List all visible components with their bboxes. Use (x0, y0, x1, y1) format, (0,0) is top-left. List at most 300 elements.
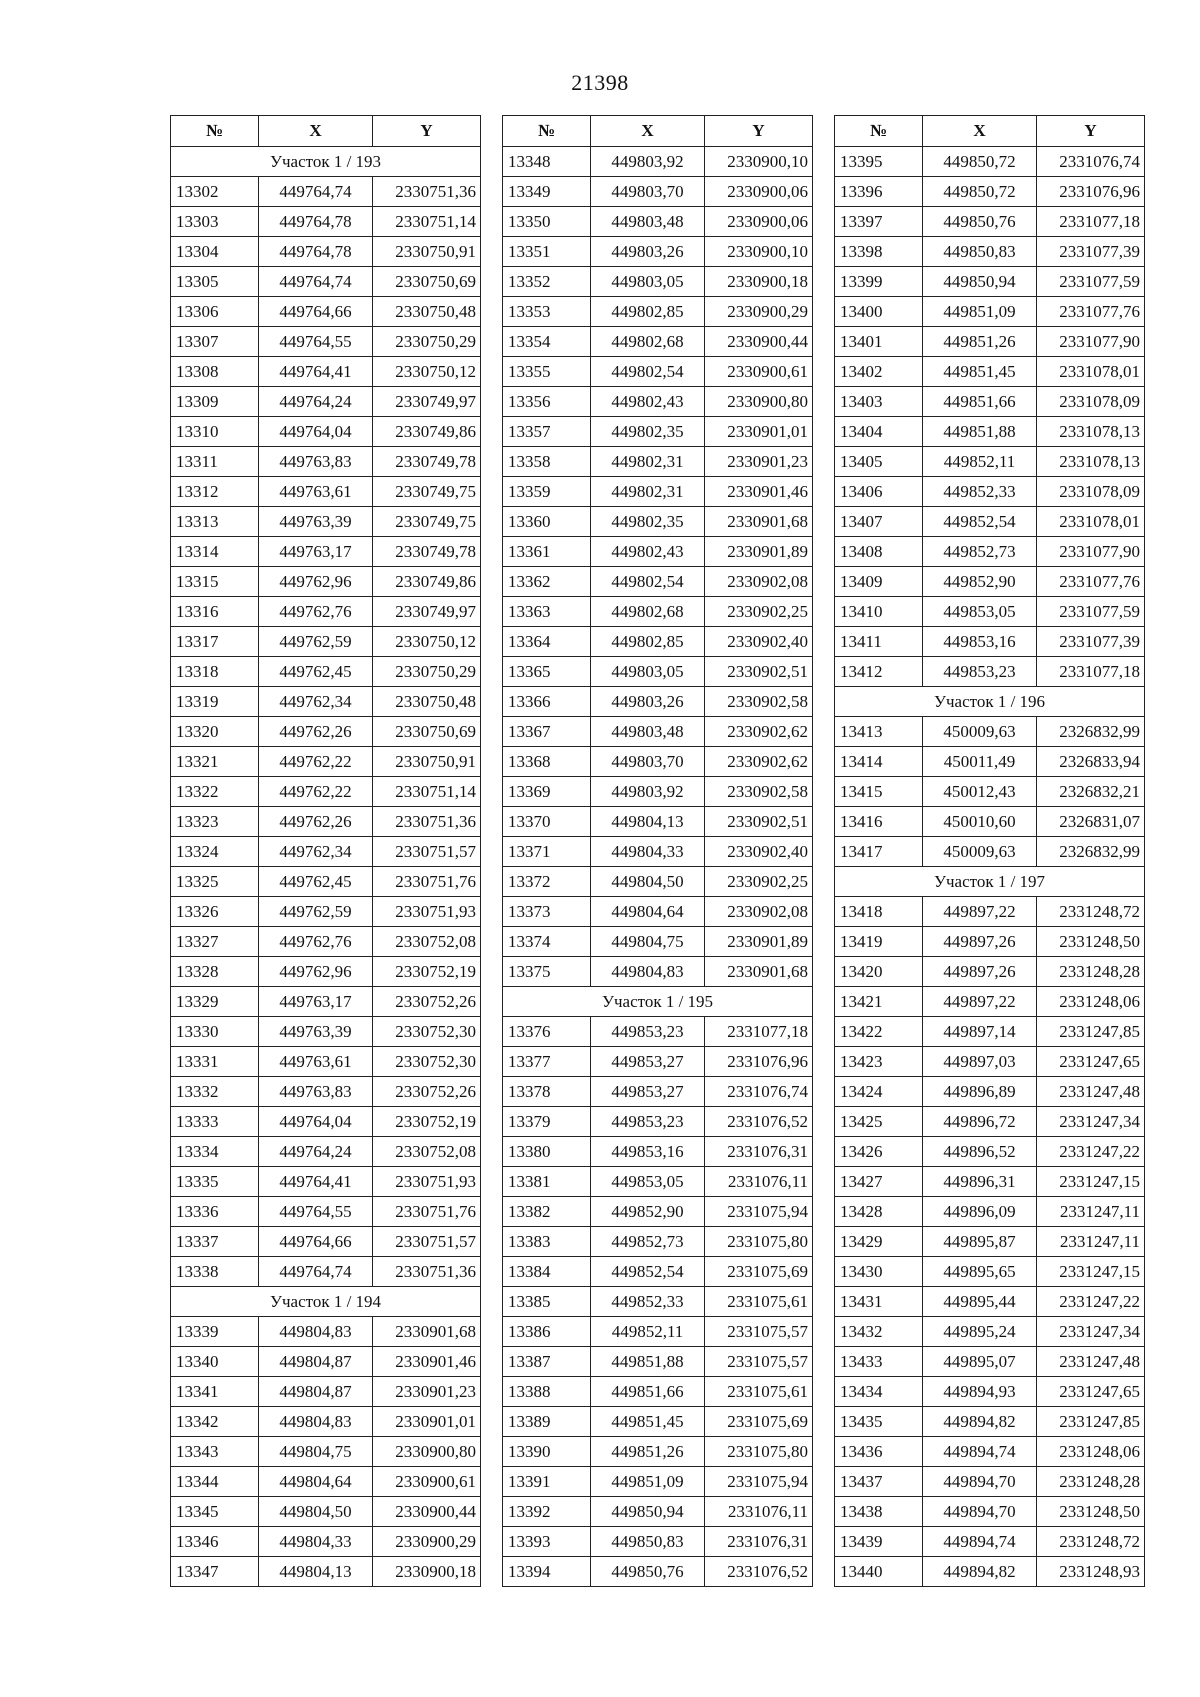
header-number: № (835, 116, 923, 147)
point-number: 13429 (835, 1227, 923, 1257)
header-x: X (923, 116, 1037, 147)
x-coordinate: 449804,33 (259, 1527, 373, 1557)
section-title: Участок 1 / 196 (835, 687, 1145, 717)
table-row (503, 1167, 813, 1197)
y-coordinate: 2331075,57 (705, 1347, 813, 1377)
y-coordinate: 2331077,18 (1037, 657, 1145, 687)
point-number: 13420 (835, 957, 923, 987)
y-coordinate: 2331077,90 (1037, 327, 1145, 357)
table-row (503, 957, 813, 987)
x-coordinate: 449803,05 (591, 657, 705, 687)
table-row (171, 357, 481, 387)
table-row (835, 1167, 1145, 1197)
point-number: 13425 (835, 1107, 923, 1137)
y-coordinate: 2330900,06 (705, 207, 813, 237)
table-row (171, 1107, 481, 1137)
point-number: 13356 (503, 387, 591, 417)
y-coordinate: 2330751,57 (373, 1227, 481, 1257)
table-row (503, 717, 813, 747)
x-coordinate: 450009,63 (923, 717, 1037, 747)
y-coordinate: 2326832,21 (1037, 777, 1145, 807)
point-number: 13434 (835, 1377, 923, 1407)
table-row (503, 657, 813, 687)
y-coordinate: 2331075,61 (705, 1377, 813, 1407)
x-coordinate: 449851,88 (923, 417, 1037, 447)
y-coordinate: 2331075,69 (705, 1257, 813, 1287)
x-coordinate: 449852,11 (591, 1317, 705, 1347)
table-row (171, 1437, 481, 1467)
point-number: 13305 (171, 267, 259, 297)
point-number: 13354 (503, 327, 591, 357)
point-number: 13391 (503, 1467, 591, 1497)
point-number: 13412 (835, 657, 923, 687)
y-coordinate: 2330902,62 (705, 747, 813, 777)
y-coordinate: 2331248,72 (1037, 897, 1145, 927)
x-coordinate: 449852,54 (923, 507, 1037, 537)
y-coordinate: 2331077,59 (1037, 597, 1145, 627)
point-number: 13427 (835, 1167, 923, 1197)
x-coordinate: 449853,05 (591, 1167, 705, 1197)
table-row (835, 177, 1145, 207)
table-row (503, 1197, 813, 1227)
y-coordinate: 2330902,51 (705, 807, 813, 837)
x-coordinate: 449762,34 (259, 837, 373, 867)
x-coordinate: 449764,74 (259, 1257, 373, 1287)
table-row (171, 1137, 481, 1167)
y-coordinate: 2331247,15 (1037, 1257, 1145, 1287)
y-coordinate: 2331248,06 (1037, 987, 1145, 1017)
y-coordinate: 2330749,78 (373, 537, 481, 567)
table-row (835, 1287, 1145, 1317)
y-coordinate: 2330900,18 (373, 1557, 481, 1587)
table-row (503, 627, 813, 657)
table-row (171, 867, 481, 897)
x-coordinate: 449894,74 (923, 1437, 1037, 1467)
y-coordinate: 2331247,11 (1037, 1227, 1145, 1257)
point-number: 13350 (503, 207, 591, 237)
table-row (835, 387, 1145, 417)
y-coordinate: 2330752,08 (373, 1137, 481, 1167)
point-number: 13370 (503, 807, 591, 837)
table-row (503, 387, 813, 417)
table-row (835, 1137, 1145, 1167)
y-coordinate: 2330751,14 (373, 207, 481, 237)
table-row (503, 1317, 813, 1347)
y-coordinate: 2330900,10 (705, 237, 813, 267)
x-coordinate: 449897,03 (923, 1047, 1037, 1077)
x-coordinate: 449764,74 (259, 177, 373, 207)
point-number: 13306 (171, 297, 259, 327)
y-coordinate: 2330751,57 (373, 837, 481, 867)
table-row (835, 957, 1145, 987)
y-coordinate: 2330752,30 (373, 1017, 481, 1047)
table-row (171, 1347, 481, 1377)
y-coordinate: 2330902,58 (705, 687, 813, 717)
point-number: 13331 (171, 1047, 259, 1077)
point-number: 13361 (503, 537, 591, 567)
point-number: 13437 (835, 1467, 923, 1497)
x-coordinate: 449852,11 (923, 447, 1037, 477)
y-coordinate: 2330900,80 (705, 387, 813, 417)
point-number: 13378 (503, 1077, 591, 1107)
point-number: 13342 (171, 1407, 259, 1437)
x-coordinate: 449764,55 (259, 327, 373, 357)
y-coordinate: 2330902,62 (705, 717, 813, 747)
point-number: 13423 (835, 1047, 923, 1077)
point-number: 13335 (171, 1167, 259, 1197)
table-row (835, 417, 1145, 447)
y-coordinate: 2330752,08 (373, 927, 481, 957)
x-coordinate: 450011,49 (923, 747, 1037, 777)
x-coordinate: 449850,94 (923, 267, 1037, 297)
table-row (835, 477, 1145, 507)
y-coordinate: 2330751,36 (373, 807, 481, 837)
point-number: 13327 (171, 927, 259, 957)
table-row (503, 1377, 813, 1407)
table-row (835, 837, 1145, 867)
point-number: 13394 (503, 1557, 591, 1587)
point-number: 13313 (171, 507, 259, 537)
table-row (171, 747, 481, 777)
x-coordinate: 449762,76 (259, 597, 373, 627)
x-coordinate: 449763,83 (259, 1077, 373, 1107)
point-number: 13436 (835, 1437, 923, 1467)
x-coordinate: 449894,82 (923, 1407, 1037, 1437)
header-y: Y (705, 116, 813, 147)
point-number: 13339 (171, 1317, 259, 1347)
y-coordinate: 2331076,96 (705, 1047, 813, 1077)
y-coordinate: 2331247,34 (1037, 1317, 1145, 1347)
header-x: X (591, 116, 705, 147)
y-coordinate: 2331247,15 (1037, 1167, 1145, 1197)
table-header-row (171, 116, 481, 147)
point-number: 13409 (835, 567, 923, 597)
table-row (835, 537, 1145, 567)
point-number: 13390 (503, 1437, 591, 1467)
point-number: 13365 (503, 657, 591, 687)
x-coordinate: 449764,78 (259, 237, 373, 267)
y-coordinate: 2330750,12 (373, 357, 481, 387)
y-coordinate: 2330901,46 (373, 1347, 481, 1377)
y-coordinate: 2331247,11 (1037, 1197, 1145, 1227)
table-row (171, 327, 481, 357)
point-number: 13309 (171, 387, 259, 417)
point-number: 13322 (171, 777, 259, 807)
x-coordinate: 449896,31 (923, 1167, 1037, 1197)
table-row (171, 1227, 481, 1257)
x-coordinate: 449802,43 (591, 387, 705, 417)
y-coordinate: 2326831,07 (1037, 807, 1145, 837)
section-row (171, 1287, 481, 1317)
x-coordinate: 449896,52 (923, 1137, 1037, 1167)
table-row (835, 987, 1145, 1017)
table-row (835, 1497, 1145, 1527)
table-row (171, 1257, 481, 1287)
y-coordinate: 2331076,96 (1037, 177, 1145, 207)
x-coordinate: 449803,48 (591, 207, 705, 237)
section-title: Участок 1 / 197 (835, 867, 1145, 897)
point-number: 13433 (835, 1347, 923, 1377)
point-number: 13347 (171, 1557, 259, 1587)
point-number: 13418 (835, 897, 923, 927)
table-row (503, 297, 813, 327)
header-number: № (503, 116, 591, 147)
x-coordinate: 449895,07 (923, 1347, 1037, 1377)
y-coordinate: 2330751,76 (373, 1197, 481, 1227)
x-coordinate: 449764,66 (259, 1227, 373, 1257)
table-row (835, 657, 1145, 687)
x-coordinate: 449764,24 (259, 387, 373, 417)
x-coordinate: 449852,73 (591, 1227, 705, 1257)
y-coordinate: 2330749,75 (373, 477, 481, 507)
x-coordinate: 449803,70 (591, 747, 705, 777)
point-number: 13352 (503, 267, 591, 297)
y-coordinate: 2331077,18 (1037, 207, 1145, 237)
point-number: 13383 (503, 1227, 591, 1257)
table-row (503, 537, 813, 567)
y-coordinate: 2326832,99 (1037, 717, 1145, 747)
x-coordinate: 449803,70 (591, 177, 705, 207)
y-coordinate: 2330752,19 (373, 957, 481, 987)
x-coordinate: 449762,45 (259, 657, 373, 687)
x-coordinate: 449802,31 (591, 477, 705, 507)
x-coordinate: 449802,68 (591, 597, 705, 627)
table-row (503, 177, 813, 207)
x-coordinate: 449895,65 (923, 1257, 1037, 1287)
y-coordinate: 2330900,61 (373, 1467, 481, 1497)
table-body (171, 147, 481, 1587)
x-coordinate: 449763,17 (259, 987, 373, 1017)
point-number: 13430 (835, 1257, 923, 1287)
table-row (171, 417, 481, 447)
table-row (835, 1107, 1145, 1137)
y-coordinate: 2331077,76 (1037, 567, 1145, 597)
table-row (171, 837, 481, 867)
section-row (835, 687, 1145, 717)
table-row (171, 207, 481, 237)
x-coordinate: 449763,17 (259, 537, 373, 567)
x-coordinate: 449803,26 (591, 687, 705, 717)
y-coordinate: 2331075,69 (705, 1407, 813, 1437)
y-coordinate: 2331247,34 (1037, 1107, 1145, 1137)
y-coordinate: 2331077,76 (1037, 297, 1145, 327)
x-coordinate: 449853,23 (591, 1107, 705, 1137)
y-coordinate: 2330901,01 (705, 417, 813, 447)
y-coordinate: 2330902,58 (705, 777, 813, 807)
point-number: 13419 (835, 927, 923, 957)
table-row (503, 477, 813, 507)
x-coordinate: 449850,72 (923, 147, 1037, 177)
point-number: 13368 (503, 747, 591, 777)
point-number: 13372 (503, 867, 591, 897)
table-row (835, 1437, 1145, 1467)
point-number: 13336 (171, 1197, 259, 1227)
x-coordinate: 449851,66 (591, 1377, 705, 1407)
y-coordinate: 2330900,10 (705, 147, 813, 177)
point-number: 13366 (503, 687, 591, 717)
x-coordinate: 449851,66 (923, 387, 1037, 417)
point-number: 13349 (503, 177, 591, 207)
x-coordinate: 449804,50 (259, 1497, 373, 1527)
y-coordinate: 2326832,99 (1037, 837, 1145, 867)
y-coordinate: 2330749,78 (373, 447, 481, 477)
table-row (503, 267, 813, 297)
x-coordinate: 449851,45 (923, 357, 1037, 387)
x-coordinate: 449852,90 (591, 1197, 705, 1227)
x-coordinate: 449895,24 (923, 1317, 1037, 1347)
x-coordinate: 449850,83 (923, 237, 1037, 267)
y-coordinate: 2331248,06 (1037, 1437, 1145, 1467)
x-coordinate: 449852,90 (923, 567, 1037, 597)
point-number: 13431 (835, 1287, 923, 1317)
table-row (503, 1497, 813, 1527)
table-row (503, 357, 813, 387)
y-coordinate: 2331075,94 (705, 1197, 813, 1227)
point-number: 13373 (503, 897, 591, 927)
table-header-row (835, 116, 1145, 147)
x-coordinate: 449853,05 (923, 597, 1037, 627)
table-row (171, 1527, 481, 1557)
point-number: 13316 (171, 597, 259, 627)
y-coordinate: 2330750,12 (373, 627, 481, 657)
y-coordinate: 2330901,68 (373, 1317, 481, 1347)
point-number: 13341 (171, 1377, 259, 1407)
table-row (171, 537, 481, 567)
x-coordinate: 449804,33 (591, 837, 705, 867)
table-row (503, 507, 813, 537)
x-coordinate: 449804,50 (591, 867, 705, 897)
table-row (835, 747, 1145, 777)
y-coordinate: 2330749,86 (373, 567, 481, 597)
x-coordinate: 449804,13 (259, 1557, 373, 1587)
point-number: 13432 (835, 1317, 923, 1347)
point-number: 13402 (835, 357, 923, 387)
table-row (171, 267, 481, 297)
x-coordinate: 449763,39 (259, 1017, 373, 1047)
table-row (835, 627, 1145, 657)
header-y: Y (373, 116, 481, 147)
y-coordinate: 2331076,74 (705, 1077, 813, 1107)
table-row (503, 237, 813, 267)
table-header-row (503, 116, 813, 147)
y-coordinate: 2331247,65 (1037, 1377, 1145, 1407)
x-coordinate: 449896,89 (923, 1077, 1037, 1107)
y-coordinate: 2330750,69 (373, 267, 481, 297)
y-coordinate: 2330752,30 (373, 1047, 481, 1077)
point-number: 13406 (835, 477, 923, 507)
x-coordinate: 449804,87 (259, 1377, 373, 1407)
y-coordinate: 2331078,01 (1037, 507, 1145, 537)
x-coordinate: 449851,09 (923, 297, 1037, 327)
x-coordinate: 449762,59 (259, 897, 373, 927)
x-coordinate: 449853,27 (591, 1077, 705, 1107)
point-number: 13357 (503, 417, 591, 447)
point-number: 13376 (503, 1017, 591, 1047)
x-coordinate: 449764,41 (259, 1167, 373, 1197)
y-coordinate: 2330750,29 (373, 327, 481, 357)
point-number: 13314 (171, 537, 259, 567)
table-row (503, 1227, 813, 1257)
table-row (503, 417, 813, 447)
y-coordinate: 2331075,94 (705, 1467, 813, 1497)
point-number: 13407 (835, 507, 923, 537)
x-coordinate: 449852,33 (591, 1287, 705, 1317)
x-coordinate: 449897,26 (923, 957, 1037, 987)
point-number: 13369 (503, 777, 591, 807)
point-number: 13325 (171, 867, 259, 897)
point-number: 13381 (503, 1167, 591, 1197)
y-coordinate: 2330749,97 (373, 597, 481, 627)
point-number: 13395 (835, 147, 923, 177)
y-coordinate: 2330750,48 (373, 687, 481, 717)
y-coordinate: 2331247,22 (1037, 1287, 1145, 1317)
coordinates-table-3 (834, 115, 1145, 1587)
y-coordinate: 2330751,14 (373, 777, 481, 807)
table-row (835, 447, 1145, 477)
x-coordinate: 449850,76 (591, 1557, 705, 1587)
point-number: 13417 (835, 837, 923, 867)
y-coordinate: 2330751,93 (373, 1167, 481, 1197)
point-number: 13411 (835, 627, 923, 657)
x-coordinate: 449802,31 (591, 447, 705, 477)
y-coordinate: 2331078,01 (1037, 357, 1145, 387)
table-row (171, 387, 481, 417)
point-number: 13330 (171, 1017, 259, 1047)
table-row (503, 447, 813, 477)
y-coordinate: 2330900,29 (373, 1527, 481, 1557)
point-number: 13318 (171, 657, 259, 687)
point-number: 13302 (171, 177, 259, 207)
table-row (171, 507, 481, 537)
x-coordinate: 449764,55 (259, 1197, 373, 1227)
y-coordinate: 2330901,68 (705, 507, 813, 537)
coordinates-table-2 (502, 115, 813, 1587)
y-coordinate: 2330750,91 (373, 747, 481, 777)
x-coordinate: 449852,54 (591, 1257, 705, 1287)
x-coordinate: 449804,64 (259, 1467, 373, 1497)
x-coordinate: 449802,85 (591, 627, 705, 657)
table-row (503, 927, 813, 957)
point-number: 13319 (171, 687, 259, 717)
point-number: 13346 (171, 1527, 259, 1557)
point-number: 13338 (171, 1257, 259, 1287)
point-number: 13359 (503, 477, 591, 507)
y-coordinate: 2330900,44 (705, 327, 813, 357)
y-coordinate: 2330902,25 (705, 867, 813, 897)
table-row (171, 717, 481, 747)
x-coordinate: 449802,54 (591, 567, 705, 597)
point-number: 13324 (171, 837, 259, 867)
table-row (835, 1227, 1145, 1257)
y-coordinate: 2331248,93 (1037, 1557, 1145, 1587)
point-number: 13307 (171, 327, 259, 357)
x-coordinate: 450010,60 (923, 807, 1037, 837)
table-row (503, 1017, 813, 1047)
point-number: 13414 (835, 747, 923, 777)
y-coordinate: 2330901,23 (705, 447, 813, 477)
point-number: 13377 (503, 1047, 591, 1077)
table-row (503, 807, 813, 837)
y-coordinate: 2331075,80 (705, 1227, 813, 1257)
x-coordinate: 449764,66 (259, 297, 373, 327)
table-row (835, 1047, 1145, 1077)
point-number: 13328 (171, 957, 259, 987)
table-row (835, 327, 1145, 357)
point-number: 13388 (503, 1377, 591, 1407)
x-coordinate: 449763,83 (259, 447, 373, 477)
y-coordinate: 2331078,09 (1037, 477, 1145, 507)
y-coordinate: 2330752,26 (373, 1077, 481, 1107)
